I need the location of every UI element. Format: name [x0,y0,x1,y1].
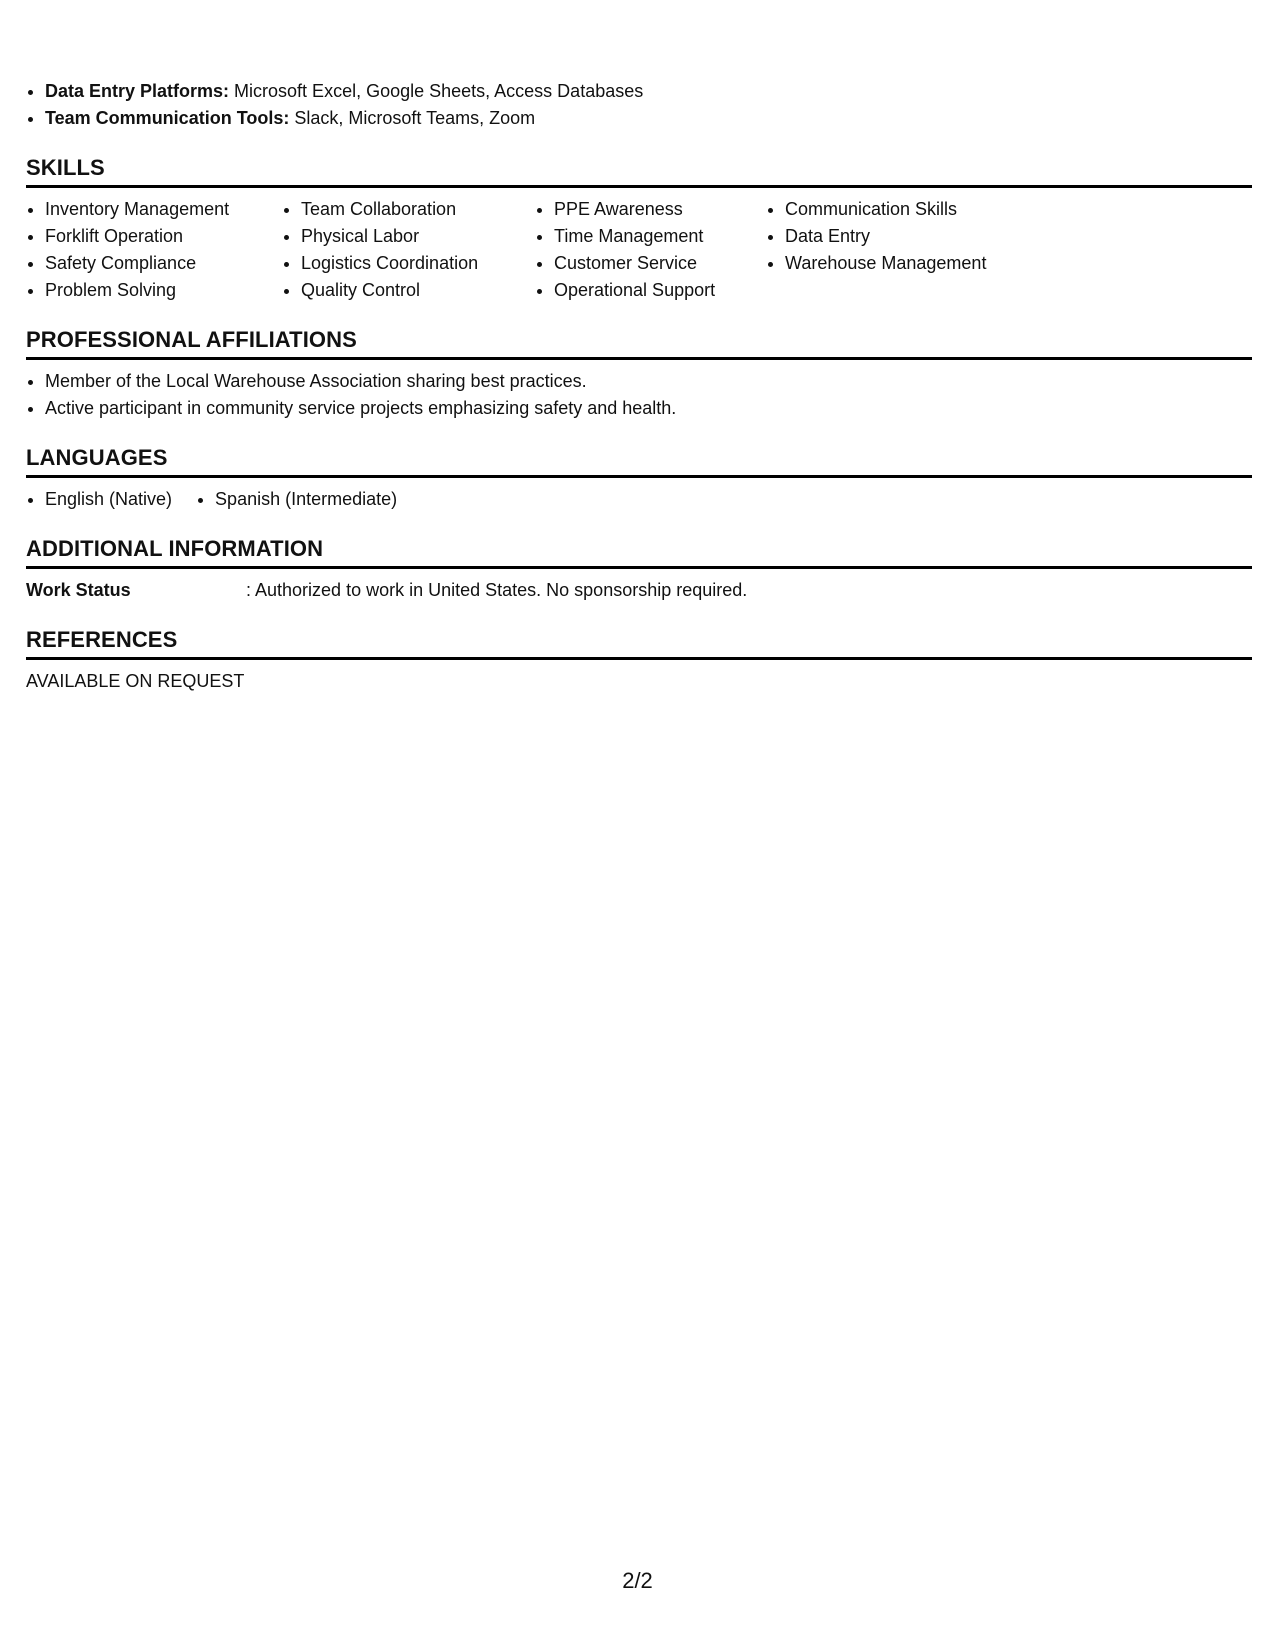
skill-item: • Inventory Management [45,196,282,223]
skill-item: • Operational Support [554,277,766,304]
languages-list [196,486,397,513]
work-status-row [26,577,1252,604]
work-status-label: Work Status [26,580,131,600]
skill-item: • Problem Solving [45,277,282,304]
section-title: ADDITIONAL INFORMATION [26,536,324,561]
affiliation-item: • Member of the Local Warehouse Association sharing best practices. [45,368,1252,395]
references-section [26,626,1252,695]
tools-item: • Team Communication Tools: Slack, Microsoft Teams, Zoom [45,105,1252,132]
section-divider [26,475,1252,478]
languages-list [26,486,172,513]
language-item: • Spanish (Intermediate) [215,486,397,513]
skill-item: • Customer Service [554,250,766,277]
resume-page [26,78,1252,695]
languages-row [26,486,1252,513]
section-title: LANGUAGES [26,445,168,470]
page-number: 2/2 [622,1568,653,1593]
skill-item: • Safety Compliance [45,250,282,277]
skill-item: • Data Entry [785,223,1045,250]
section-divider [26,566,1252,569]
work-status-value: : Authorized to work in United States. No sponsorship required. [246,580,748,600]
section-divider [26,357,1252,360]
affiliations-list [26,368,1252,422]
skills-column [766,196,1045,304]
tools-item: • Data Entry Platforms: Microsoft Excel, Google Sheets, Access Databases [45,78,1252,105]
skill-item: • Communication Skills [785,196,1045,223]
affiliation-item: • Active participant in community service projects emphasizing safety and health. [45,395,1252,422]
skills-section [26,154,1252,304]
affiliations-section [26,326,1252,422]
skill-item: • Time Management [554,223,766,250]
skills-column [535,196,766,304]
skill-item: • Warehouse Management [785,250,1045,277]
skill-item: • Physical Labor [301,223,535,250]
references-text: AVAILABLE ON REQUEST [26,671,245,691]
skills-grid [26,196,1252,304]
additional-section [26,535,1252,604]
skill-item: • Forklift Operation [45,223,282,250]
skill-item: • Logistics Coordination [301,250,535,277]
language-item: • English (Native) [45,486,172,513]
tools-list [26,78,1252,132]
skills-column [26,196,282,304]
skill-item: • Team Collaboration [301,196,535,223]
section-title: REFERENCES [26,627,178,652]
skills-column [282,196,535,304]
skill-item: • Quality Control [301,277,535,304]
skill-item: • PPE Awareness [554,196,766,223]
section-divider [26,657,1252,660]
section-title: SKILLS [26,155,105,180]
languages-section [26,444,1252,513]
section-divider [26,185,1252,188]
section-title: PROFESSIONAL AFFILIATIONS [26,327,357,352]
